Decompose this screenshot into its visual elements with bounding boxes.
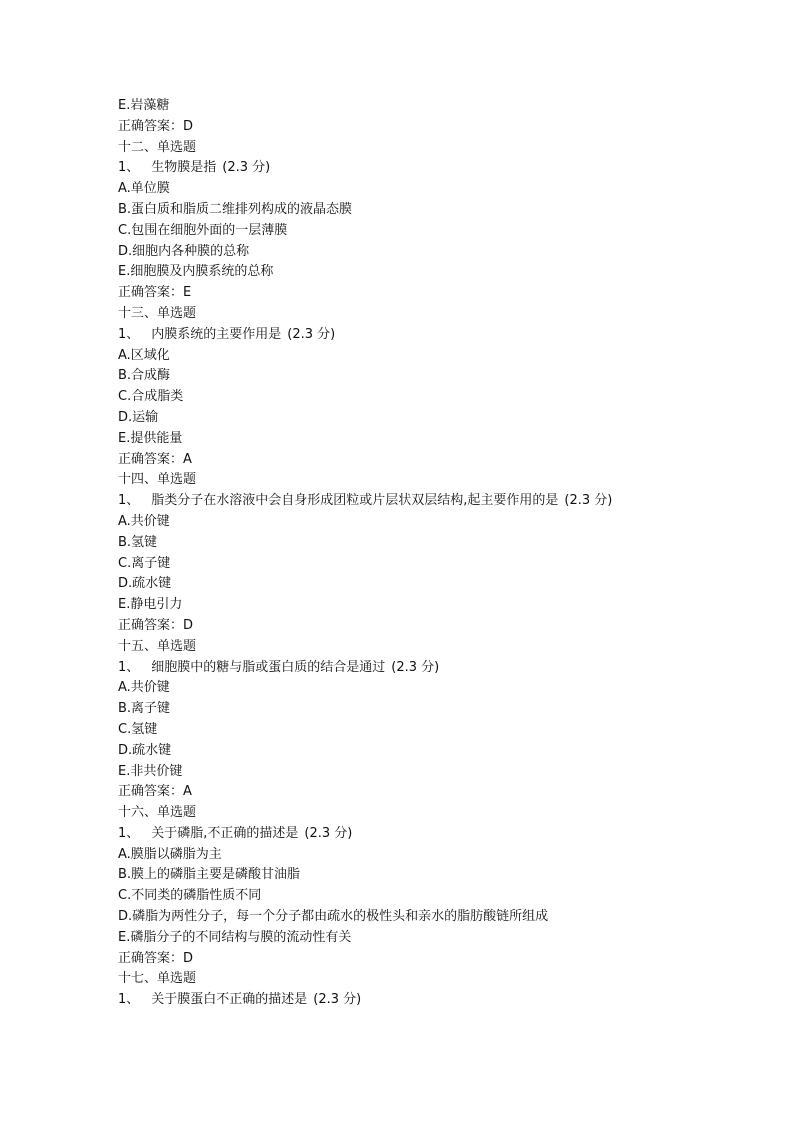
question-score: (2.3 分) (313, 992, 362, 1008)
answer-option: D.细胞内各种膜的总称 (118, 243, 250, 259)
section-heading: 十六、单选题 (118, 805, 197, 821)
answer-option: A.共价键 (118, 680, 170, 696)
answer-option: B.离子键 (118, 701, 171, 717)
section-heading: 十四、单选题 (118, 472, 197, 488)
answer-option: A.膜脂以磷脂为主 (118, 846, 222, 862)
question-text: 关于膜蛋白不正确的描述是 (151, 992, 308, 1008)
correct-answer: 正确答案：D (118, 118, 194, 134)
answer-option: A.共价键 (118, 513, 170, 529)
answer-option: B.氢键 (118, 534, 158, 550)
answer-option: D.疏水键 (118, 742, 172, 758)
answer-option: E.静电引力 (118, 597, 183, 613)
section-heading: 十三、单选题 (118, 305, 197, 321)
question-text: 细胞膜中的糖与脂或蛋白质的结合是通过 (151, 659, 386, 675)
correct-answer: 正确答案：A (118, 451, 192, 467)
question-number: 1、 (118, 659, 140, 675)
answer-option: B.蛋白质和脂质二维排列构成的液晶态膜 (118, 201, 353, 217)
question-text: 脂类分子在水溶液中会自身形成团粒或片层状双层结构,起主要作用的是 (151, 493, 559, 509)
answer-option: E.非共价键 (118, 763, 183, 779)
answer-option: D.运输 (118, 409, 159, 425)
correct-answer: 正确答案：D (118, 617, 194, 633)
section-heading: 十五、单选题 (118, 638, 197, 654)
answer-option: C.合成脂类 (118, 389, 184, 405)
answer-option: E.细胞膜及内膜系统的总称 (118, 264, 274, 280)
question-number: 1、 (118, 992, 140, 1008)
correct-answer: 正确答案：A (118, 784, 192, 800)
answer-option: D.磷脂为两性分子，每一个分子都由疏水的极性头和亲水的脂肪酸链所组成 (118, 909, 549, 925)
question-line (118, 158, 768, 179)
answer-option: A.区域化 (118, 347, 170, 363)
question-text: 关于磷脂,不正确的描述是 (151, 825, 299, 841)
question-line (118, 491, 768, 512)
answer-option: C.不同类的磷脂性质不同 (118, 888, 262, 904)
question-number: 1、 (118, 160, 140, 176)
document-page (118, 96, 768, 1011)
question-score: (2.3 分) (564, 493, 613, 509)
answer-option: C.氢键 (118, 721, 158, 737)
answer-option: B.合成酶 (118, 368, 171, 384)
section-heading: 十七、单选题 (118, 971, 197, 987)
question-number: 1、 (118, 825, 140, 841)
section-heading: 十二、单选题 (118, 139, 197, 155)
correct-answer: 正确答案：E (118, 285, 192, 301)
answer-option: C.离子键 (118, 555, 171, 571)
answer-option: A.单位膜 (118, 181, 170, 197)
question-line (118, 325, 768, 346)
question-text: 生物膜是指 (151, 160, 217, 176)
answer-option: E.岩藻糖 (118, 98, 170, 113)
correct-answer: 正确答案：D (118, 950, 194, 966)
question-number: 1、 (118, 326, 140, 342)
question-text: 内膜系统的主要作用是 (151, 326, 282, 342)
question-line (118, 658, 768, 679)
answer-option: E.提供能量 (118, 430, 183, 446)
question-score: (2.3 分) (391, 659, 440, 675)
answer-option: E.磷脂分子的不同结构与膜的流动性有关 (118, 929, 352, 945)
answer-option: D.疏水键 (118, 576, 172, 592)
question-line (118, 824, 768, 845)
question-line (118, 990, 768, 1011)
question-score: (2.3 分) (222, 160, 271, 176)
answer-option: C.包围在细胞外面的一层薄膜 (118, 222, 288, 238)
question-score: (2.3 分) (287, 326, 336, 342)
question-number: 1、 (118, 493, 140, 509)
question-score: (2.3 分) (304, 825, 353, 841)
answer-option: B.膜上的磷脂主要是磷酸甘油脂 (118, 867, 301, 883)
